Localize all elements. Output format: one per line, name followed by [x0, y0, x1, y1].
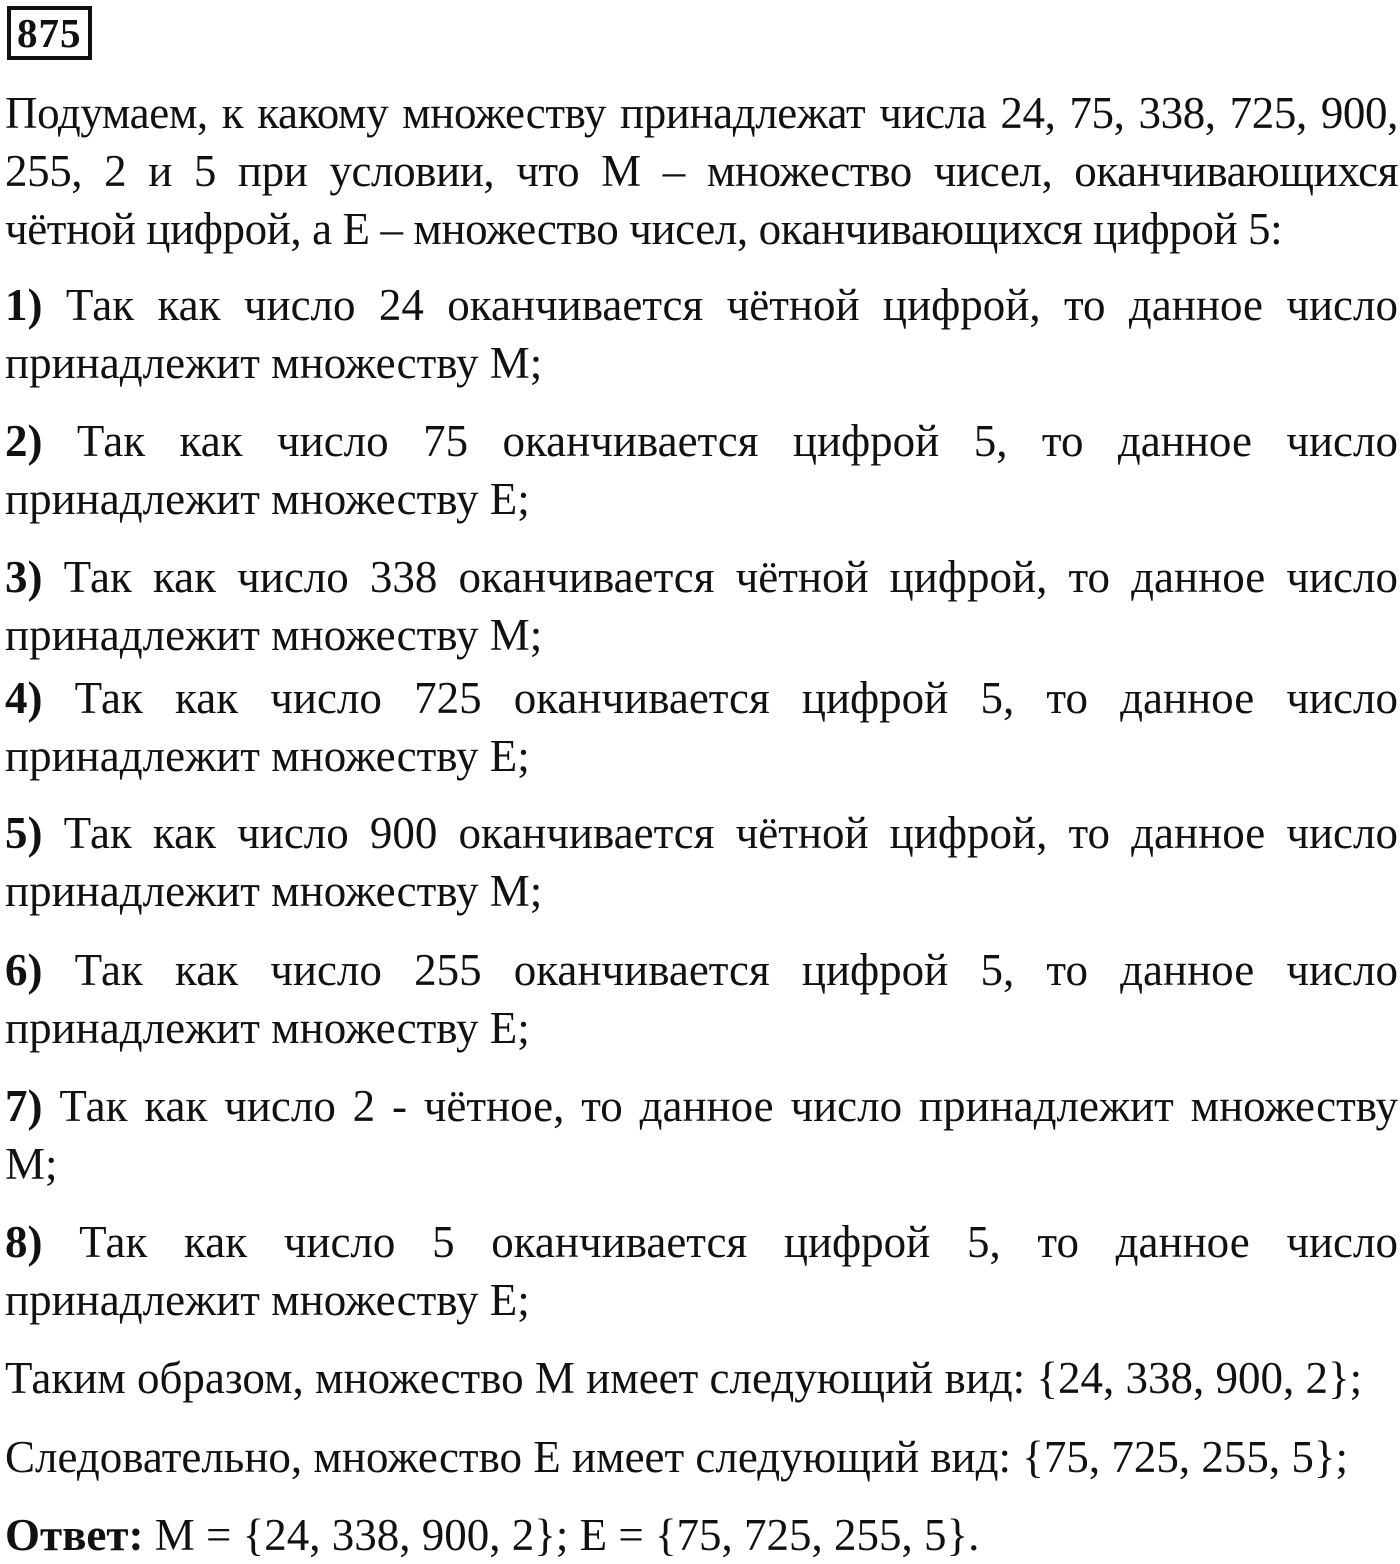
intro-paragraph: Подумаем, к какому множеству принадлежат числа 24, 75, 338, 725, 900, 255, 2 и 5 при условии, что М – множество чисел, оканчивающихся чётной цифрой, а Е – множество чисел, оканчивающихся цифрой 5: [5, 88, 1398, 254]
step-1 [5, 276, 1398, 392]
step-number: 7) [5, 1081, 43, 1131]
answer-label: Ответ: [5, 1510, 144, 1560]
step-text: Так как число 725 оканчивается цифрой 5, то данное число принадлежит множеству Е; [5, 673, 1398, 781]
step-number: 4) [5, 673, 43, 723]
conclusion-set-e: Следовательно, множество Е имеет следующий вид: {75, 725, 255, 5}; [5, 1432, 1348, 1482]
step-text: Так как число 900 оканчивается чётной цифрой, то данное число принадлежит множеству М; [5, 808, 1398, 916]
step-number: 5) [5, 808, 43, 858]
step-text: Так как число 24 оканчивается чётной цифрой, то данное число принадлежит множеству М; [5, 280, 1398, 388]
step-text: Так как число 2 - чётное, то данное число принадлежит множеству М; [5, 1081, 1398, 1189]
step-text: Так как число 255 оканчивается цифрой 5, то данное число принадлежит множеству Е; [5, 945, 1398, 1053]
step-number: 2) [5, 416, 43, 466]
step-number: 6) [5, 945, 43, 995]
answer-line [5, 1506, 1398, 1564]
step-text: Так как число 5 оканчивается цифрой 5, то данное число принадлежит множеству Е; [5, 1217, 1398, 1325]
step-text: Так как число 338 оканчивается чётной цифрой, то данное число принадлежит множеству М; [5, 552, 1398, 660]
step-text: Так как число 75 оканчивается цифрой 5, то данное число принадлежит множеству Е; [5, 416, 1398, 524]
step-5 [5, 804, 1398, 920]
task-number-badge: 875 [7, 6, 92, 60]
conclusion-set-m: Таким образом, множество М имеет следующий вид: {24, 338, 900, 2}; [5, 1353, 1363, 1403]
step-4 [5, 669, 1398, 785]
step-number: 8) [5, 1217, 43, 1267]
step-number: 3) [5, 552, 43, 602]
answer-text: М = {24, 338, 900, 2}; Е = {75, 725, 255, 5}. [143, 1510, 980, 1560]
step-number: 1) [5, 280, 43, 330]
step-6 [5, 941, 1398, 1057]
step-3 [5, 548, 1398, 664]
step-7 [5, 1077, 1398, 1193]
step-2 [5, 412, 1398, 528]
step-8 [5, 1213, 1398, 1329]
